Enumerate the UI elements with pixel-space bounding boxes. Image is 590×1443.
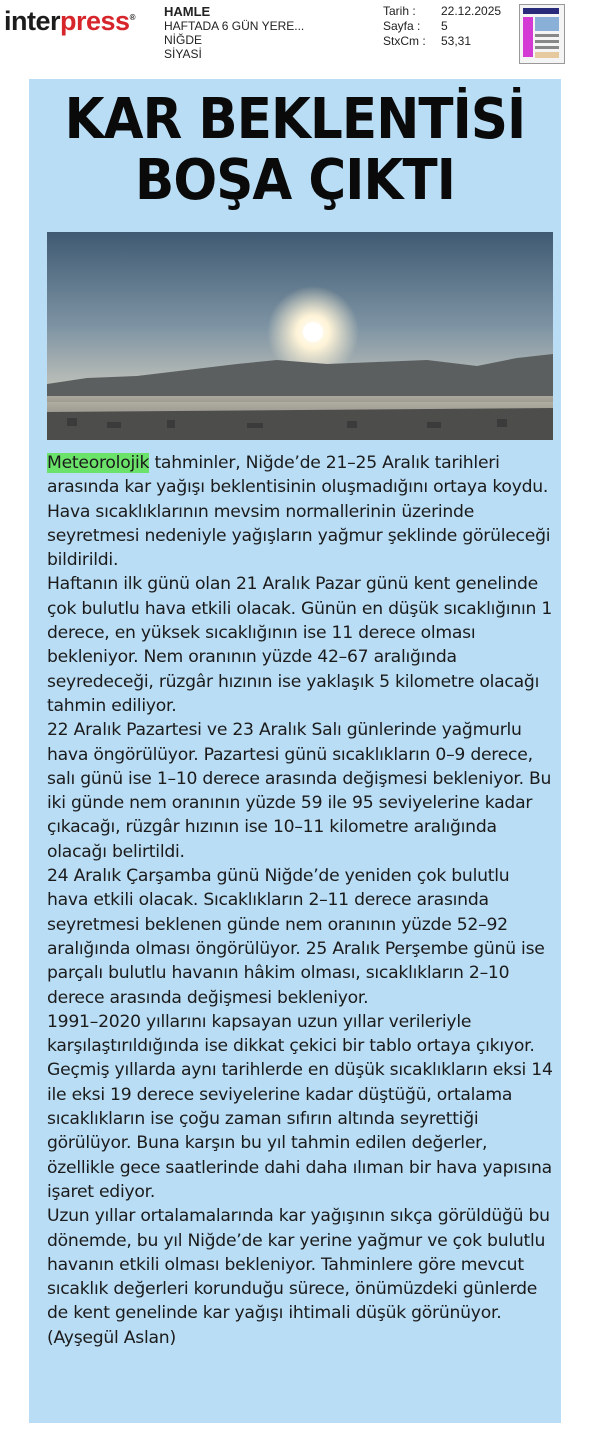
interpress-logo: interpress®: [4, 6, 135, 36]
page-value: 5: [441, 19, 448, 33]
article-headline: [50, 89, 539, 211]
paragraph: Uzun yıllar ortalamalarında kar yağışının sıkça görüldüğü bu dönemde, bu yıl Niğde’de kar yerine yağmur ve çok bulutlu havanın etkili olması bekleniyor. Tahminlere göre mevcut sıcaklık değerleri korunduğu sürece, önümüzdeki günlerde de kent genelinde kar yağışı ihtimali düşük görünüyor. (Ayşegül Aslan): [47, 1206, 550, 1348]
paragraph: Meteorolojik tahminler, Niğde’de 21–25 Aralık tarihleri arasında kar yağışı beklentisinin oluşmadığını ortaya koydu. Hava sıcaklıklarının mevsim normallerinin üzerinde seyretmesi nedeniyle yağışların yağmur şeklinde görüleceği bildirildi.: [47, 453, 551, 571]
paragraph: 24 Aralık Çarşamba günü Niğde’de yeniden çok bulutlu hava etkili olacak. Sıcaklıkların 2–11 derece arasında seyretmesi beklenen günde nem oranının yüzde 52–92 aralığında olması öngörülüyor. 25 Aralık Perşembe günü ise parçalı bulutlu havanın hâkim olması, sıcaklıkların 2–10 derece arasında değişmesi bekleniyor.: [47, 866, 545, 1008]
paragraph: Haftanın ilk günü olan 21 Aralık Pazar günü kent genelinde çok bulutlu hava etkili olacak. Günün en düşük sıcaklığının 1 derece, en yüksek sıcaklığının ise 11 derece olması bekleniyor. Nem oranının yüzde 42–67 aralığında seyredeceği, rüzgâr hızının ise yaklaşık 5 kilometre olacağı tahmin ediliyor.: [47, 574, 553, 716]
stxcm-value: 53,31: [441, 34, 472, 48]
highlighted-keyword: Meteorolojik: [47, 453, 150, 473]
category-label: SİYASİ: [164, 47, 202, 61]
headline-short: HAFTADA 6 GÜN YERE...: [164, 19, 305, 33]
stxcm-label: StxCm :: [383, 34, 426, 48]
page-row: [383, 19, 501, 34]
clipping-meta: [383, 4, 501, 49]
publication-info: [164, 5, 304, 61]
date-value: 22.12.2025: [441, 4, 502, 18]
publication-name: HAMLE: [164, 4, 211, 19]
date-row: [383, 4, 501, 19]
city-label: NİĞDE: [164, 33, 203, 47]
page-label: Sayfa :: [383, 19, 421, 33]
headline-line-1: KAR BEKLENTİSİ: [64, 87, 526, 152]
article-photo: [47, 232, 553, 440]
date-label: Tarih :: [383, 4, 416, 18]
paragraph: 22 Aralık Pazartesi ve 23 Aralık Salı günlerinde yağmurlu hava öngörülüyor. Pazartesi günü sıcaklıkların 0–9 derece, salı günü ise 1–10 derece arasında değişmesi bekleniyor. Bu iki günde nem oranının yüzde 59 ile 95 seviyelerine kadar çıkacağı, rüzgâr hızının ise 10–11 kilometre aralığında olacağı belirtildi.: [47, 720, 552, 862]
paragraph: 1991–2020 yıllarını kapsayan uzun yıllar verileriyle karşılaştırıldığında ise dikkat çekici bir tablo ortaya çıkıyor. Geçmiş yıllarda aynı tarihlerde en düşük sıcaklıkların eksi 14 ile eksi 19 derece seviyelerine kadar düştüğü, ortalama sıcaklıkların ise çoğu zaman sıfırın altında seyrettiği görülüyor. Buna karşın bu yıl tahmin edilen değerler, özellikle gece saatlerinde dahi daha ılıman bir hava yapısına işaret ediyor.: [47, 1011, 553, 1202]
clipping-header: [0, 0, 590, 74]
article-panel: [29, 79, 561, 1423]
stxcm-row: [383, 34, 501, 49]
article-body: [47, 451, 553, 1350]
headline-line-2: BOŞA ÇIKTI: [134, 148, 455, 213]
page-thumbnail[interactable]: [519, 4, 565, 64]
